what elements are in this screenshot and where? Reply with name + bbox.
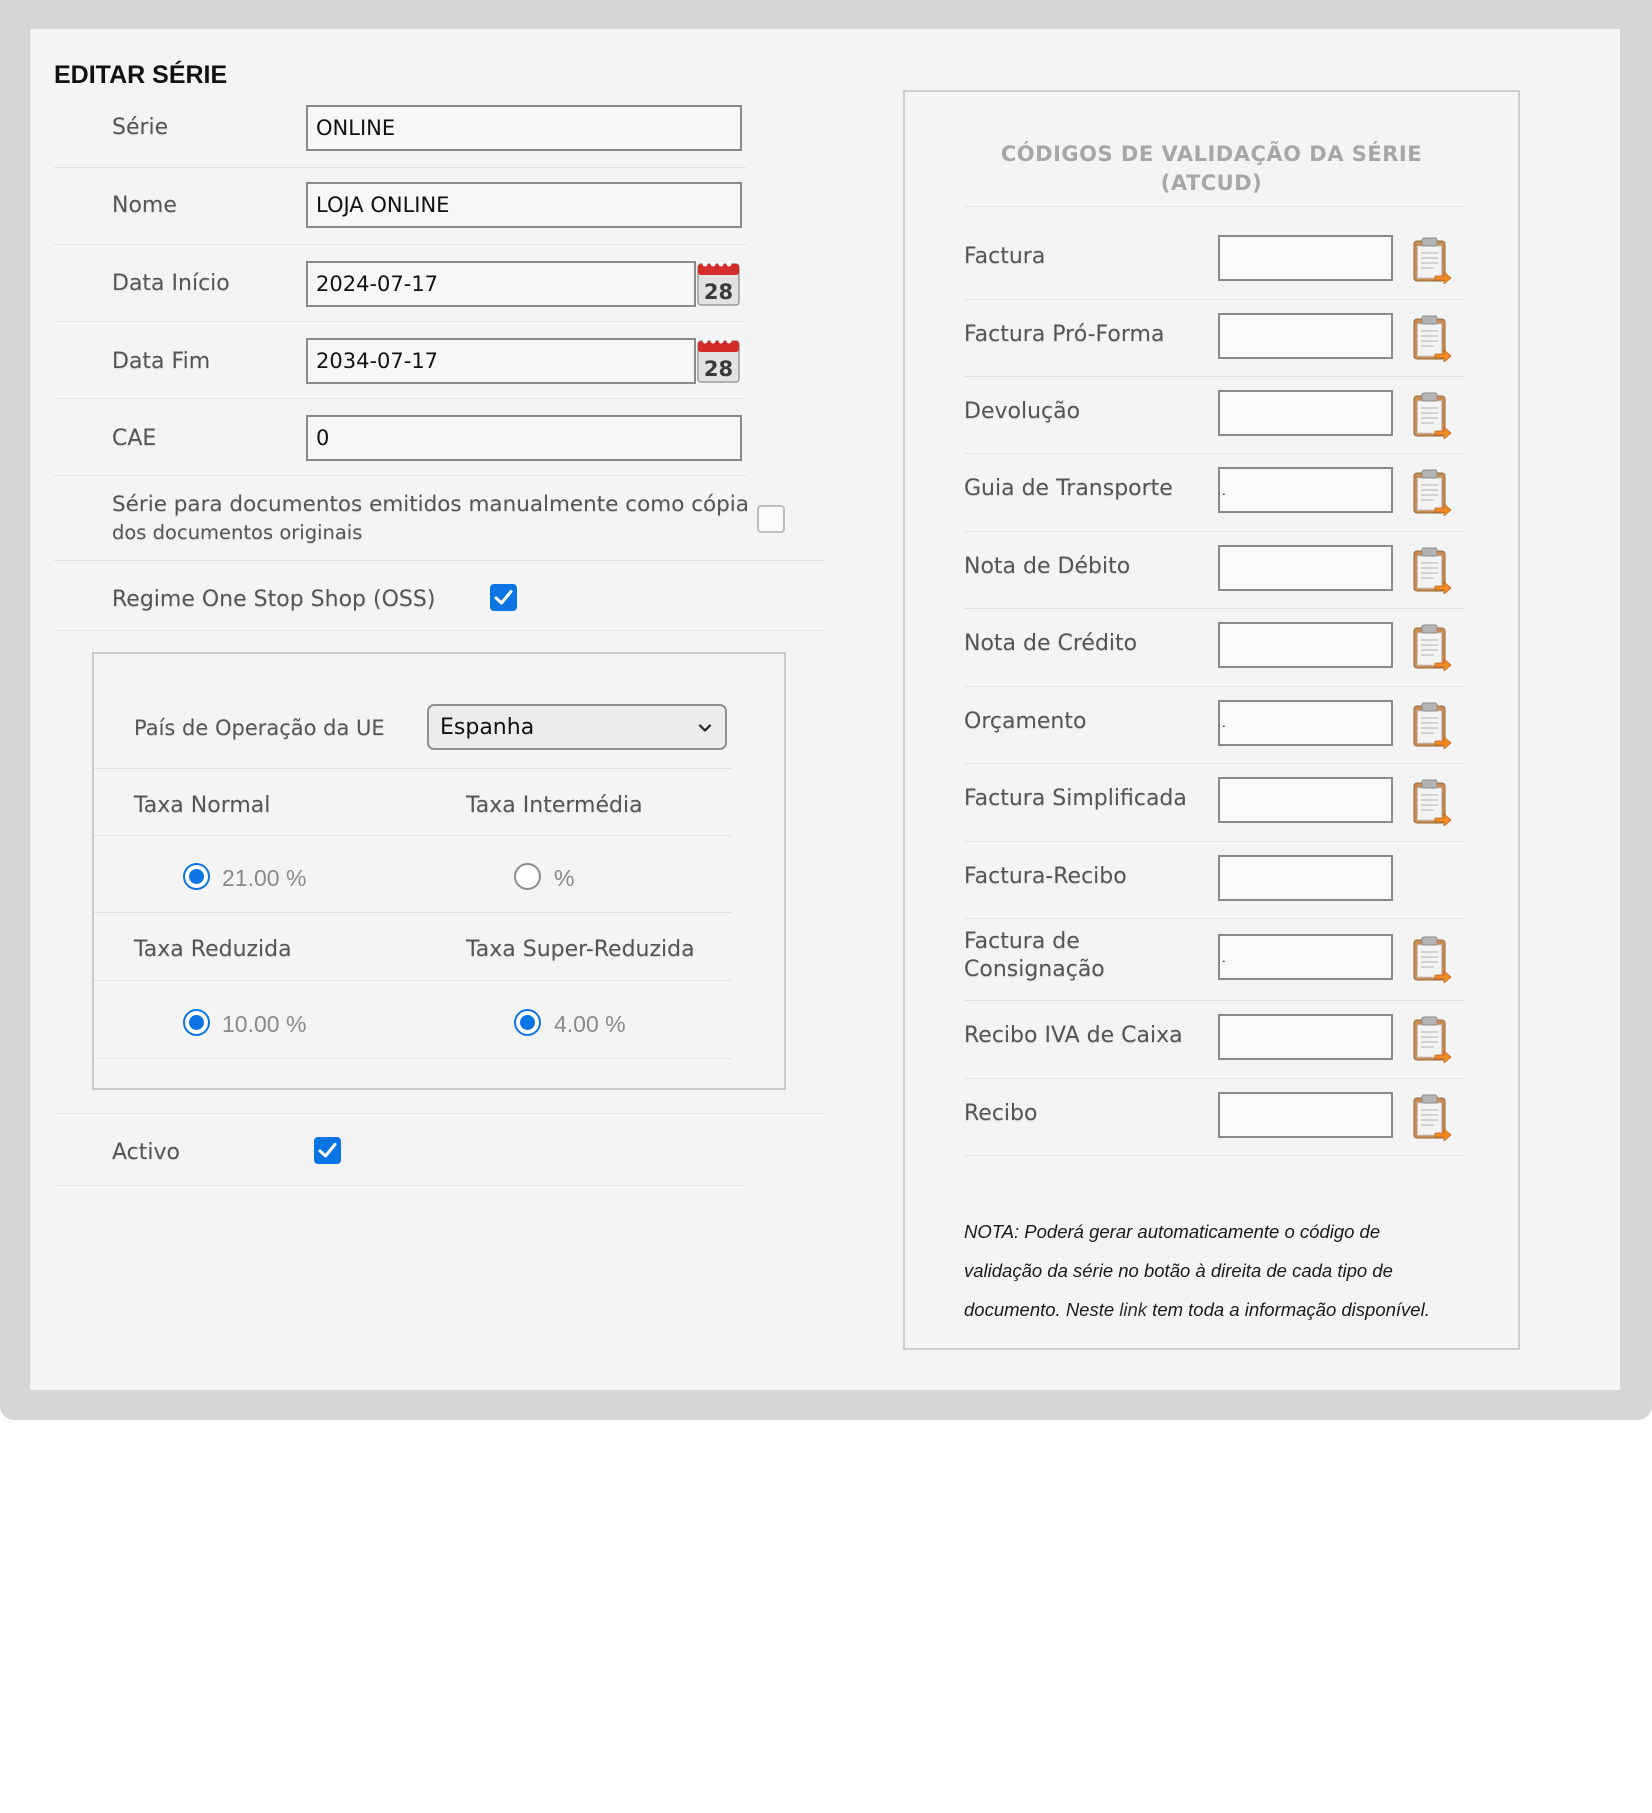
atcud-code-input[interactable] [1218,545,1393,591]
atcud-row-label: Nota de Crédito [964,631,1138,656]
atcud-row-label-line1: Factura de [964,929,1080,954]
divider [964,918,1464,919]
serie-label: Série [112,115,169,140]
atcud-row-label-line2: Consignação [964,957,1105,982]
calendar-day: 28 [703,357,734,381]
note-line1: NOTA: Poderá gerar automaticamente o código de [964,1221,1381,1242]
check-icon [317,1140,338,1161]
atcud-row-label: Recibo [964,1100,1038,1126]
taxa-normal-radio[interactable] [183,863,210,890]
divider [94,912,732,913]
activo-checkbox[interactable] [314,1137,341,1164]
taxa-super-reduzida-radio[interactable] [514,1009,541,1036]
divider [94,1058,732,1059]
atcud-row-label: Orçamento [964,708,1087,734]
cae-label: CAE [112,426,157,451]
calendar-day: 28 [703,280,734,304]
atcud-row-label: Factura Simplificada [964,786,1187,811]
divider [964,763,1464,764]
divider [964,608,1464,609]
divider [964,1155,1464,1156]
atcud-title [905,140,1518,198]
atcud-code-input[interactable] [1218,467,1393,513]
divider [964,376,1464,377]
divider [54,167,746,168]
taxa-intermedia-label: Taxa Intermédia [466,793,643,818]
taxa-super-reduzida-value: 4.00 % [554,1011,626,1037]
taxa-reduzida-label: Taxa Reduzida [134,937,292,962]
clipboard-icon[interactable] [1411,701,1453,749]
cae-input[interactable] [306,415,742,461]
divider [964,206,1464,207]
atcud-code-input[interactable] [1218,855,1393,901]
atcud-panel [903,90,1520,1350]
note-line2: validação da série no botão à direita de cada tipo de [964,1260,1393,1281]
manual-copy-label-line2: dos documentos originais [112,521,363,544]
data-fim-label: Data Fim [112,349,211,374]
atcud-note [964,1212,1484,1329]
divider [964,531,1464,532]
nome-label: Nome [112,193,177,218]
serie-input[interactable] [306,105,742,151]
clipboard-icon[interactable] [1411,1015,1453,1063]
divider [54,560,824,561]
clipboard-icon[interactable] [1411,623,1453,671]
oss-checkbox[interactable] [490,584,517,611]
data-inicio-input[interactable] [306,261,696,307]
atcud-code-input[interactable] [1218,777,1393,823]
atcud-row-label: Factura Pró-Forma [964,321,1165,347]
page-title: EDITAR SÉRIE [54,61,228,89]
atcud-code-input[interactable] [1218,390,1393,436]
divider [964,686,1464,687]
atcud-code-input[interactable] [1218,622,1393,668]
taxa-reduzida-value: 10.00 % [222,1011,307,1037]
taxa-intermedia-radio[interactable] [514,863,541,890]
atcud-row-label: Nota de Débito [964,553,1131,579]
note-line3-before: documento. Neste [964,1299,1120,1320]
chevron-down-icon [698,721,712,735]
country-label: País de Operação da UE [134,716,385,740]
clipboard-icon[interactable] [1411,314,1453,362]
nome-input[interactable] [306,182,742,228]
atcud-row-label: Recibo IVA de Caixa [964,1023,1183,1048]
oss-settings-box [92,652,786,1090]
clipboard-icon[interactable] [1411,468,1453,516]
clipboard-icon[interactable] [1411,778,1453,826]
divider [964,299,1464,300]
divider [54,1185,746,1186]
divider [54,1113,824,1114]
edit-series-panel [30,29,1620,1390]
note-line3 [964,1290,1484,1329]
divider [964,841,1464,842]
manual-copy-checkbox[interactable] [757,505,785,533]
calendar-icon[interactable] [697,260,740,306]
data-fim-input[interactable] [306,338,696,384]
note-line3-after: tem toda a informação disponível. [1147,1299,1430,1320]
atcud-title-line2: (ATCUD) [1160,171,1263,195]
taxa-reduzida-radio[interactable] [183,1009,210,1036]
clipboard-icon[interactable] [1411,935,1453,983]
clipboard-icon[interactable] [1411,1093,1453,1141]
calendar-icon[interactable] [697,337,740,383]
atcud-code-input[interactable] [1218,235,1393,281]
taxa-normal-label: Taxa Normal [134,793,271,818]
clipboard-icon[interactable] [1411,391,1453,439]
atcud-code-input[interactable] [1218,1092,1393,1138]
divider [54,630,824,631]
divider [94,980,732,981]
atcud-code-input[interactable] [1218,1014,1393,1060]
activo-label: Activo [112,1140,180,1165]
atcud-code-input[interactable] [1218,700,1393,746]
atcud-row-label: Factura-Recibo [964,863,1127,889]
atcud-code-input[interactable] [1218,934,1393,980]
atcud-code-input[interactable] [1218,313,1393,359]
divider [94,768,732,769]
taxa-intermedia-value: % [554,865,575,891]
clipboard-icon[interactable] [1411,236,1453,284]
divider [964,1078,1464,1079]
manual-copy-label-line1: Série para documentos emitidos manualmente como cópia [112,492,749,517]
divider [54,398,746,399]
country-select[interactable] [427,704,727,750]
divider [94,835,732,836]
check-icon [493,587,514,608]
taxa-normal-value: 21.00 % [222,865,307,891]
taxa-super-reduzida-label: Taxa Super-Reduzida [466,937,695,962]
data-inicio-label: Data Início [112,271,230,296]
atcud-row-label: Factura [964,244,1046,269]
atcud-row-label: Guia de Transporte [964,476,1173,501]
atcud-row-label: Devolução [964,398,1081,424]
country-select-value: Espanha [440,715,535,740]
atcud-title-line1: CÓDIGOS DE VALIDAÇÃO DA SÉRIE [1000,142,1423,166]
oss-label: Regime One Stop Shop (OSS) [112,587,436,612]
divider [964,453,1464,454]
info-link[interactable]: link [1119,1299,1148,1320]
divider [54,321,746,322]
divider [964,1000,1464,1001]
divider [54,244,746,245]
clipboard-icon[interactable] [1411,546,1453,594]
divider [54,475,746,476]
